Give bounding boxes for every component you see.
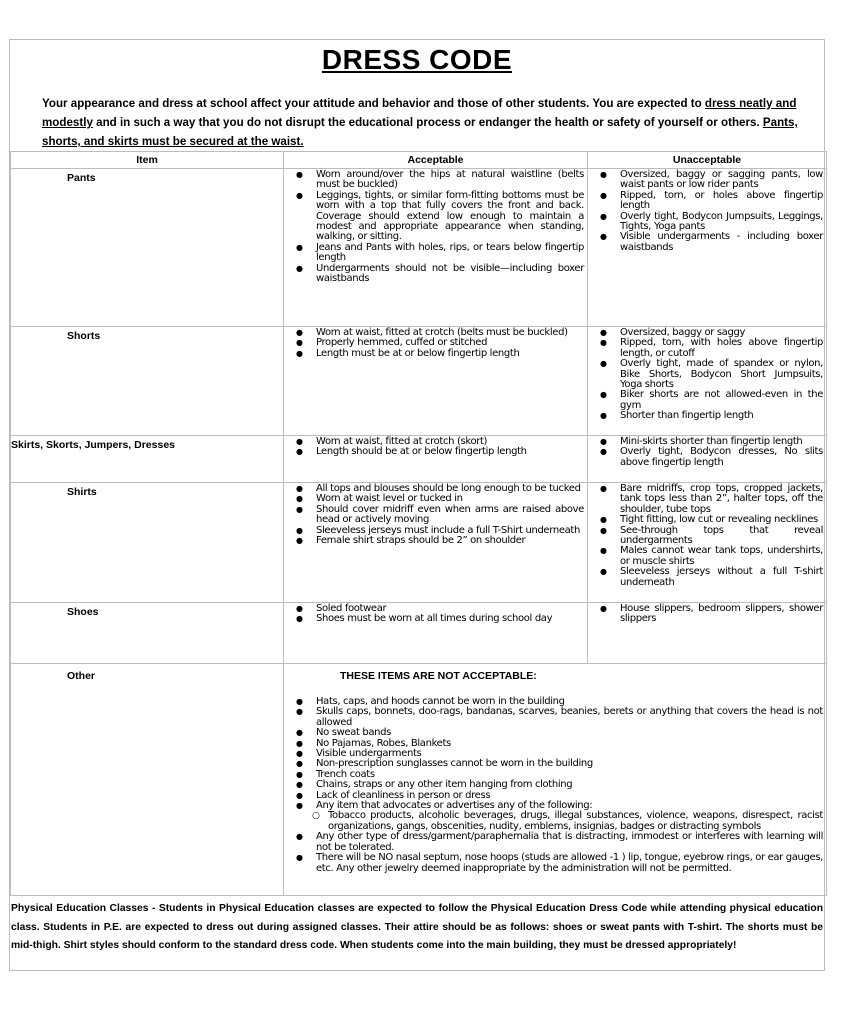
list-item: ● Worn at waist, fitted at crotch (skort): [296, 437, 584, 447]
acceptable-list: [284, 603, 587, 625]
list-item: ● All tops and blouses should be long enough to be tucked: [296, 484, 584, 494]
unacceptable-cell: [588, 169, 827, 327]
list-item: ● Any other type of dress/garment/paraphernalia that is distracting, immodest or interferes with learning will not be tolerated.: [296, 832, 823, 853]
acceptable-cell: [284, 436, 588, 483]
table-row: [11, 169, 827, 327]
acceptable-list: [284, 169, 587, 284]
unacceptable-list: [588, 436, 826, 468]
header-acceptable: Acceptable: [284, 152, 588, 169]
item-cell: Shirts: [11, 483, 284, 603]
dress-code-table: [10, 151, 827, 896]
table-row: [11, 436, 827, 483]
table-row: [11, 603, 827, 664]
acceptable-cell: [284, 327, 588, 436]
list-item: ● Ripped, torn, or holes above fingertip length: [600, 191, 823, 212]
list-item: ● Jeans and Pants with holes, rips, or tears below fingertip length: [296, 243, 584, 264]
unacceptable-list: [588, 603, 826, 625]
list-item: ● Overly tight, made of spandex or nylon, Bike Shorts, Bodycon Short Jumpsuits, Yoga shorts: [600, 359, 823, 390]
intro-text-2: and in such a way that you do not disrupt the educational process or endanger the health or safety of yourself or others.: [92, 116, 763, 129]
unacceptable-cell: [588, 436, 827, 483]
item-cell: Skirts, Skorts, Jumpers, Dresses: [11, 436, 284, 483]
list-item: ● Worn around/over the hips at natural waistline (belts must be buckled): [296, 170, 584, 191]
list-item: ● There will be NO nasal septum, nose hoops (studs are allowed -1 ) lip, tongue, eyebrow rings, or ear gauges, etc. Any other jewelry deemed inappropriate by the administration will not be permitted.: [296, 853, 823, 874]
not-acceptable-heading: THESE ITEMS ARE NOT ACCEPTABLE:: [340, 670, 537, 682]
list-item: ● Worn at waist level or tucked in: [296, 494, 584, 504]
list-item: ● Visible undergarments - including boxer waistbands: [600, 232, 823, 253]
list-item: ● Visible undergarments: [296, 749, 823, 759]
list-item: ● No sweat bands: [296, 728, 823, 738]
list-item: ● Oversized, baggy or saggy: [600, 328, 823, 338]
list-item: ● Hats, caps, and hoods cannot be worn in the building: [296, 697, 823, 707]
unacceptable-list: [588, 327, 826, 422]
list-item: ● Shorter than fingertip length: [600, 411, 823, 421]
acceptable-cell: [284, 483, 588, 603]
unacceptable-cell: [588, 603, 827, 664]
list-item: ● Ripped, torn, with holes above fingertip length, or cutoff: [600, 338, 823, 359]
list-item: ● Undergarments should not be visible—including boxer waistbands: [296, 264, 584, 285]
list-item: ● Should cover midriff even when arms are raised above head or actively moving: [296, 505, 584, 526]
item-cell: Pants: [11, 169, 284, 327]
item-cell: Shoes: [11, 603, 284, 664]
list-item: ● Biker shorts are not allowed-even in the gym: [600, 390, 823, 411]
table-row-other: [11, 664, 827, 896]
item-cell: Shorts: [11, 327, 284, 436]
acceptable-list: [284, 483, 587, 546]
list-item: ● Leggings, tights, or similar form-fitting bottoms must be worn with a top that fully covers the front and back. Coverage should extend low enough to maintain a modest and appropriate appearance when standing, walking, or sitting.: [296, 191, 584, 243]
unacceptable-list: [588, 169, 826, 253]
unacceptable-list: [588, 483, 826, 588]
table-header-row: [11, 152, 827, 169]
intro-paragraph: [42, 94, 812, 151]
list-item: ● No Pajamas, Robes, Blankets: [296, 739, 823, 749]
unacceptable-cell: [588, 327, 827, 436]
table-row: [11, 483, 827, 603]
list-item: ● Non-prescription sunglasses cannot be worn in the building: [296, 759, 823, 769]
page-title: DRESS CODE: [321, 44, 513, 75]
list-item: ● Any item that advocates or advertises any of the following:: [296, 801, 823, 811]
pe-footer-paragraph: Physical Education Classes - Students in Physical Education classes are expected to follow the Physical Education Dress Code while attending physical education class. Students in P.E. are expected to dress out during assigned classes. Their attire should be as follows: shoes or sweat pants with T-shirt. The shorts must be mid-thigh. Shirt styles should conform to the standard dress code. When students come into the main building, they must be dressed appropriately!: [11, 903, 823, 951]
list-item: ● Males cannot wear tank tops, undershirts, or muscle shirts: [600, 546, 823, 567]
list-item: ● Female shirt straps should be 2” on shoulder: [296, 536, 584, 546]
intro-underlined-2: Pants, shorts, and skirts must be secured at the waist.: [42, 116, 798, 148]
intro-underlined-1: dress neatly and modestly: [42, 97, 797, 129]
not-acceptable-list: [284, 696, 826, 874]
list-item: ● Bare midriffs, crop tops, cropped jackets, tank tops less than 2”, halter tops, off the shoulder, tube tops: [600, 484, 823, 515]
list-item: ● Overly tight, Bodycon dresses, No slits above fingertip length: [600, 447, 823, 468]
acceptable-cell: [284, 169, 588, 327]
list-item: ● Shoes must be worn at all times during school day: [296, 614, 584, 624]
list-item: ● Skulls caps, bonnets, doo-rags, bandanas, scarves, beanies, berets or anything that covers the head is not allowed: [296, 707, 823, 728]
list-item: ● Soled footwear: [296, 604, 584, 614]
list-item: ● Sleeveless jerseys must include a full T-Shirt underneath: [296, 526, 584, 536]
list-item: ● See-through tops that reveal undergarments: [600, 526, 823, 547]
header-unacceptable: Unacceptable: [588, 152, 827, 169]
acceptable-list: [284, 327, 587, 359]
list-item: ● Length should be at or below fingertip length: [296, 447, 584, 457]
intro-text-1: Your appearance and dress at school affect your attitude and behavior and those of other students. You are expected to: [42, 97, 705, 110]
table-row: [11, 327, 827, 436]
list-item: ● Worn at waist, fitted at crotch (belts must be buckled): [296, 328, 584, 338]
advertises-sublist: [296, 811, 823, 832]
dress-code-page: [9, 39, 825, 971]
list-item: ● Properly hemmed, cuffed or stitched: [296, 338, 584, 348]
list-item: ● Chains, straps or any other item hanging from clothing: [296, 780, 823, 790]
list-item: ● Trench coats: [296, 770, 823, 780]
list-item: ● Length must be at or below fingertip length: [296, 349, 584, 359]
unacceptable-cell: [588, 483, 827, 603]
list-item: ● Sleeveless jerseys without a full T-shirt underneath: [600, 567, 823, 588]
item-cell: Other: [11, 664, 284, 896]
list-item: ● Oversized, baggy or sagging pants, low waist pants or low rider pants: [600, 170, 823, 191]
list-item: ● Lack of cleanliness in person or dress: [296, 791, 823, 801]
list-item: ● Overly tight, Bodycon Jumpsuits, Leggings, Tights, Yoga pants: [600, 212, 823, 233]
list-item: ● Mini-skirts shorter than fingertip length: [600, 437, 823, 447]
acceptable-list: [284, 436, 587, 458]
list-item: ● Tight fitting, low cut or revealing necklines: [600, 515, 823, 525]
acceptable-cell: [284, 603, 588, 664]
header-item: Item: [11, 152, 284, 169]
list-item: ○ Tobacco products, alcoholic beverages, drugs, illegal substances, violence, weapons, disrespect, racist organizations, gangs, obscenities, nudity, emblems, insignias, badges or distracting symbols: [312, 811, 823, 832]
sublist-container: [296, 811, 823, 832]
other-items-cell: [284, 664, 827, 896]
list-item: ● House slippers, bedroom slippers, shower slippers: [600, 604, 823, 625]
